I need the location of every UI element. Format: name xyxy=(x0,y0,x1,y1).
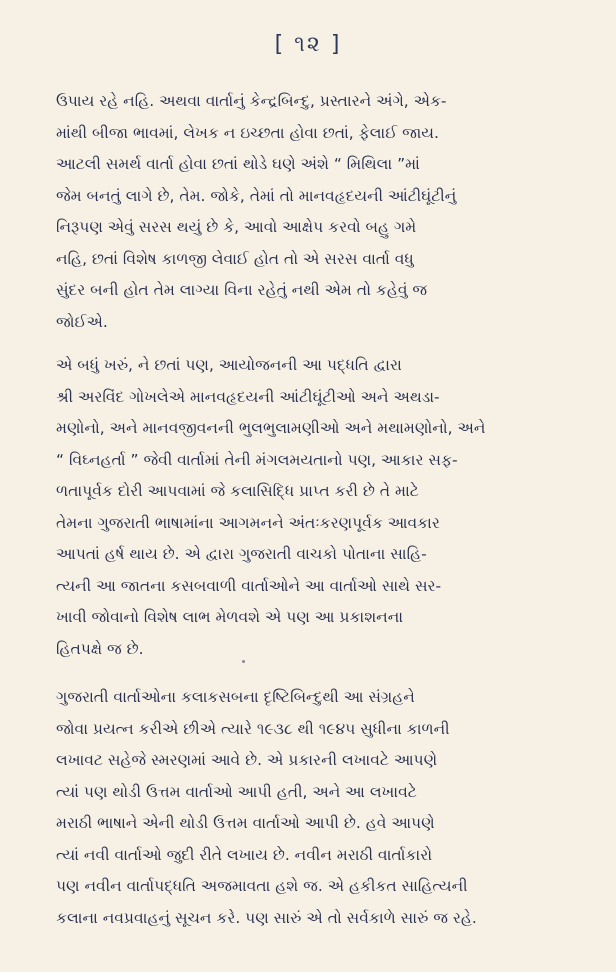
paragraph-2: એ બધું ખરું, ને છતાં પણ, આયોજનની આ પદ્ધતિ દ્વારા શ્રી અરવિંદ ગોખલેએ માનવહૃદયની આંટીઘૂંટીઓ અને અથડા- મણોનો, અને માનવજીવનની ભુલભુલામણીઓ અને મથામણોનો, અને “ વિઘ્નહર્તા ” જેવી વાર્તામાં તેની મંગલમયતાનો પણ, આકાર સફ- ળતાપૂર્વક દોરી આપવામાં જે કલાસિદ્ધિ પ્રાપ્ત કરી છે તે માટે તેમના ગુજરાતી ભાષામાંના આગમનને અંતઃકરણપૂર્વક આવકાર આપતાં હર્ષ થાય છે. એ દ્વારા ગુજરાતી વાચકો પોતાના સાહિ- ત્યની આ જાતના કસબવાળી વાર્તાઓને આ વાર્તાઓ સાથે સર- ખાવી જોવાનો વિશેષ લાભ મેળવશે એ પણ આ પ્રકાશનના હિતપક્ષે જ છે. xyxy=(56,356,486,658)
paragraph-3: ગુજરાતી વાર્તાઓના કલાકસબના દૃષ્ટિબિન્દુથી આ સંગ્રહને જોવા પ્રયત્ન કરીએ છીએ ત્યારે ૧૯૩૮ થી ૧૯૪૫ સુધીના કાળની લખાવટ સહેજે સ્મરણમાં આવે છે. એ પ્રકારની લખાવટે આપણે ત્યાં પણ થોડી ઉત્તમ વાર્તાઓ આપી હતી, અને આ લખાવટે મરાઠી ભાષાને એની થોડી ઉત્તમ વાર્તાઓ આપી છે. હવે આપણે ત્યાં નવી વાર્તાઓ જુદી રીતે લખાય છે. નવીન મરાઠી વાર્તાકારો પણ નવીન વાર્તાપદ્ધતિ અજમાવતા હશે જ. એ હકીકત સાહિત્યની કલાના નવપ્રવાહનું સૂચન કરે. પણ સારું એ તો સર્વકાળે સારું જ રહે. xyxy=(56,688,477,927)
ink-speck xyxy=(242,660,245,663)
page-number: [ ૧૨ ] xyxy=(274,32,342,57)
paragraph-1: ઉપાય રહે નહિ. અથવા વાર્તાનું કેન્દ્રબિન્દુ, પ્રસ્તારને અંગે, એક- માંથી બીજા ભાવમાં, લેખક ન ઇચ્છતા હોવા છતાં, ફેલાઈ જાય. આટલી સમર્થ વાર્તા હોવા છતાં થોડે ઘણે અંશે “ મિથિલા ”માં જેમ બનતું લાગે છે, તેમ. જોકે, તેમાં તો માનવહૃદયની આંટીઘૂંટીનું નિરૂપણ એવું સરસ થયું છે કે, આવો આક્ષેપ કરવો બહુ ગમે નહિ, છતાં વિશેષ કાળજી લેવાઈ હોત તો એ સરસ વાર્તા વધુ સુંદર બની હોત તેમ લાગ્યા વિના રહેતું નથી એમ તો કહેવું જ જોઈએ. xyxy=(56,92,457,331)
